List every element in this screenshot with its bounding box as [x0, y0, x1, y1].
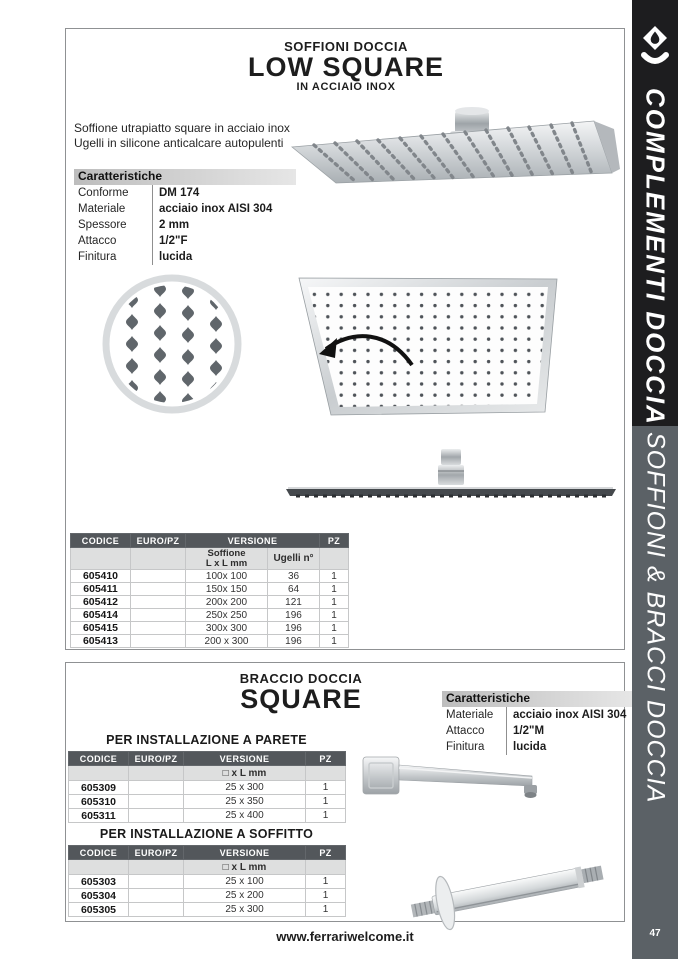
cell-codice: 605311 [69, 809, 129, 823]
char-label: Attacco [78, 235, 117, 247]
product-description [74, 121, 290, 151]
characteristics-table [442, 691, 632, 755]
table-subheader-row [71, 548, 349, 570]
cell-pz: 1 [306, 809, 346, 823]
cell-euro [131, 570, 186, 583]
cell-versione: 25 x 300 [184, 903, 306, 917]
characteristics-row [74, 217, 296, 233]
table-header-row [71, 534, 349, 548]
table-row [69, 795, 346, 809]
section-low-square [65, 28, 625, 650]
cell-pz: 1 [306, 781, 346, 795]
char-label: Attacco [446, 725, 485, 737]
cell-versione: 300x 300 [186, 622, 268, 635]
cell-euro [129, 809, 184, 823]
cell-codice: 605309 [69, 781, 129, 795]
parete-table [68, 751, 346, 823]
soffitto-title: PER INSTALLAZIONE A SOFFITTO [99, 827, 314, 841]
cell-pz: 1 [320, 570, 349, 583]
subcol-dimensioni: □ x L mm [184, 766, 306, 781]
table-row [69, 809, 346, 823]
section1-subtitle: IN ACCIAIO INOX [296, 81, 396, 93]
char-value: lucida [152, 249, 296, 265]
cell-codice: 605413 [71, 635, 131, 648]
cell-euro [129, 889, 184, 903]
cell-codice: 605415 [71, 622, 131, 635]
characteristics-row [74, 233, 296, 249]
cell-versione: 25 x 300 [184, 781, 306, 795]
characteristics-row [74, 185, 296, 201]
col-euro: EURO/PZ [129, 846, 184, 860]
subcol-soffione-line2: L x L mm [205, 557, 248, 569]
sidebar-category: COMPLEMENTI DOCCIA [640, 88, 671, 426]
table-row [71, 622, 349, 635]
cell-versione: 100x 100 [186, 570, 268, 583]
char-label: Conforme [78, 187, 129, 199]
cell-versione: 25 x 400 [184, 809, 306, 823]
cell-euro [129, 903, 184, 917]
table-subheader-row [69, 766, 346, 781]
subcol-dimensioni: □ x L mm [184, 860, 306, 875]
char-value: acciaio inox AISI 304 [506, 707, 632, 723]
col-pz: PZ [306, 846, 346, 860]
table-row [71, 635, 349, 648]
cell-pz: 1 [320, 635, 349, 648]
char-value: 1/2"M [506, 723, 632, 739]
lowsquare-table [70, 533, 349, 648]
col-euro: EURO/PZ [131, 534, 186, 548]
section1-kicker: SOFFIONI DOCCIA [284, 39, 408, 54]
char-value: 1/2"F [152, 233, 296, 249]
brand-drop-logo-icon [640, 24, 670, 76]
char-value: DM 174 [152, 185, 296, 201]
cell-ugelli: 64 [268, 583, 320, 596]
showerhead-side-image [282, 441, 620, 519]
char-label: Spessore [78, 219, 127, 231]
cell-euro [129, 795, 184, 809]
cell-pz: 1 [306, 889, 346, 903]
cell-versione: 150x 150 [186, 583, 268, 596]
cell-euro [129, 875, 184, 889]
cell-codice: 605410 [71, 570, 131, 583]
characteristics-row [442, 723, 632, 739]
table-row [69, 875, 346, 889]
cell-codice: 605414 [71, 609, 131, 622]
table-row [69, 781, 346, 795]
col-pz: PZ [320, 534, 349, 548]
col-pz: PZ [306, 752, 346, 766]
cell-pz: 1 [320, 596, 349, 609]
char-label: Materiale [78, 203, 126, 215]
cell-pz: 1 [306, 903, 346, 917]
sidebar-subcategory: SOFFIONI & BRACCI DOCCIA [641, 432, 670, 804]
subcol-ugelli: Ugelli n° [268, 548, 320, 570]
char-value: lucida [506, 739, 632, 755]
characteristics-row [74, 201, 296, 217]
section-braccio-square [65, 662, 625, 922]
cell-ugelli: 36 [268, 570, 320, 583]
cell-versione: 200x 200 [186, 596, 268, 609]
ceiling-arm-image [402, 841, 617, 936]
page-number: 47 [649, 928, 661, 939]
table-row [69, 903, 346, 917]
cell-pz: 1 [306, 875, 346, 889]
characteristics-row [74, 249, 296, 265]
cell-pz: 1 [320, 583, 349, 596]
cell-codice: 605310 [69, 795, 129, 809]
characteristics-title: Caratteristiche [74, 169, 296, 185]
section1-title: LOW SQUARE [248, 52, 444, 82]
characteristics-title: Caratteristiche [442, 691, 632, 707]
subcol-soffione-line1: Soffione [207, 547, 246, 559]
char-value: 2 mm [152, 217, 296, 233]
nozzle-detail-image [106, 278, 238, 410]
cell-codice: 605411 [71, 583, 131, 596]
table-row [69, 889, 346, 903]
cell-versione: 200 x 300 [186, 635, 268, 648]
cell-pz: 1 [306, 795, 346, 809]
cell-ugelli: 196 [268, 622, 320, 635]
wall-arm-image [358, 749, 553, 839]
characteristics-row [442, 707, 632, 723]
char-label: Finitura [446, 741, 485, 753]
cell-versione: 25 x 200 [184, 889, 306, 903]
showerhead-perspective-image [284, 101, 624, 266]
cell-codice: 605304 [69, 889, 129, 903]
table-subheader-row [69, 860, 346, 875]
table-row [71, 570, 349, 583]
col-euro: EURO/PZ [129, 752, 184, 766]
col-codice: CODICE [71, 534, 131, 548]
col-versione: VERSIONE [184, 752, 306, 766]
table-row [71, 609, 349, 622]
website-url: www.ferrariwelcome.it [276, 929, 414, 944]
table-row [71, 583, 349, 596]
col-codice: CODICE [69, 846, 129, 860]
description-line: Soffione utrapiatto square in acciaio inox [74, 121, 290, 135]
cell-ugelli: 121 [268, 596, 320, 609]
soffitto-table [68, 845, 346, 917]
table-header-row [69, 752, 346, 766]
subcol-soffione [186, 548, 268, 570]
section2-title: SQUARE [240, 684, 362, 714]
table-row [71, 596, 349, 609]
section2-kicker: BRACCIO DOCCIA [239, 671, 363, 686]
cell-versione: 25 x 100 [184, 875, 306, 889]
cell-euro [129, 781, 184, 795]
cell-euro [131, 609, 186, 622]
col-versione: VERSIONE [184, 846, 306, 860]
char-label: Materiale [446, 709, 494, 721]
cell-euro [131, 583, 186, 596]
cell-euro [131, 622, 186, 635]
char-value: acciaio inox AISI 304 [152, 201, 296, 217]
section1-header [66, 39, 626, 93]
parete-title: PER INSTALLAZIONE A PARETE [106, 733, 307, 747]
cell-codice: 605305 [69, 903, 129, 917]
table-header-row [69, 846, 346, 860]
cell-euro [131, 635, 186, 648]
characteristics-table [74, 169, 296, 265]
char-label: Finitura [78, 251, 117, 263]
cell-ugelli: 196 [268, 635, 320, 648]
description-line: Ugelli in silicone anticalcare autopulenti [74, 136, 284, 150]
cell-codice: 605412 [71, 596, 131, 609]
col-codice: CODICE [69, 752, 129, 766]
cell-euro [131, 596, 186, 609]
cell-ugelli: 196 [268, 609, 320, 622]
showerhead-face-image [94, 267, 576, 439]
col-versione: VERSIONE [186, 534, 320, 548]
cell-pz: 1 [320, 622, 349, 635]
cell-versione: 25 x 350 [184, 795, 306, 809]
cell-versione: 250x 250 [186, 609, 268, 622]
cell-pz: 1 [320, 609, 349, 622]
cell-codice: 605303 [69, 875, 129, 889]
